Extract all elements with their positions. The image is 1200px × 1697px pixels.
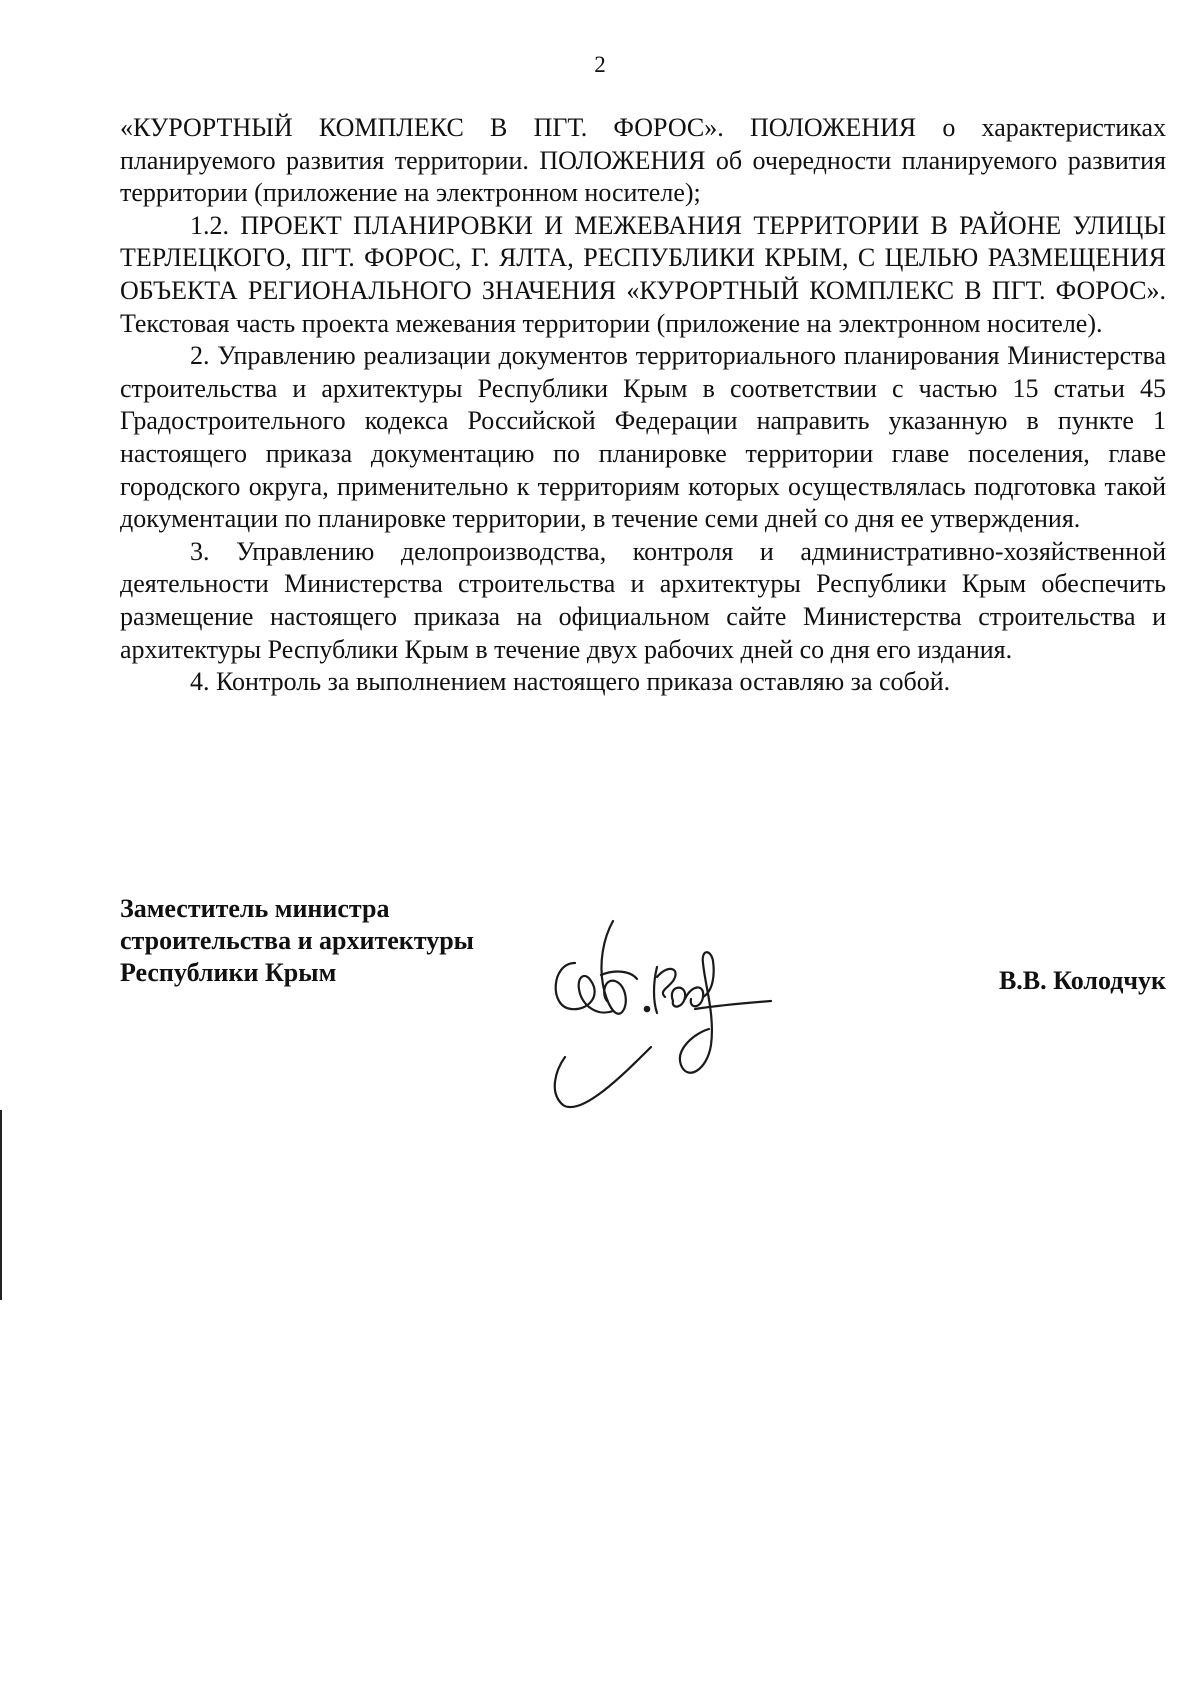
scan-edge-mark bbox=[0, 1110, 2, 1300]
signer-name: В.В. Колодчук bbox=[998, 966, 1166, 995]
paragraph-continuation: «КУРОРТНЫЙ КОМПЛЕКС В ПГТ. ФОРОС». ПОЛОЖЕНИЯ о характеристиках планируемого развития территории. ПОЛОЖЕНИЯ об очередности планируемого развития территории (приложение на электронном носителе); bbox=[120, 113, 1166, 208]
signer-title-line: строительства и архитектуры bbox=[120, 926, 474, 955]
paragraph-item-3: 3. Управлению делопроизводства, контроля и административно-хозяйственной деятельности Министерства строительства и архитектуры Республики Крым обеспечить размещение настоящего приказа на официальном сайте Министерства строительства и архитектуры Республики Крым в течение двух рабочих дней со дня его издания. bbox=[120, 536, 1166, 664]
handwritten-signature bbox=[545, 905, 785, 1110]
signer-title bbox=[120, 893, 474, 989]
paragraph-item-4: 4. Контроль за выполнением настоящего приказа оставляю за собой. bbox=[190, 667, 951, 697]
signer-title-line: Заместитель министра bbox=[120, 894, 390, 923]
document-body bbox=[120, 112, 1166, 699]
page-number: 2 bbox=[594, 52, 606, 77]
paragraph-item-2: 2. Управлению реализации документов территориального планирования Министерства строительства и архитектуры Республики Крым в соответствии с частью 15 статьи 45 Градостроительного кодекса Российской Федерации направить указанную в пункте 1 настоящего приказа документацию по планировке территории главе поселения, главе городского округа, применительно к территориям которых осуществлялась подготовка такой документации по планировке территории, в течение семи дней со дня ее утверждения. bbox=[120, 341, 1166, 534]
signer-title-line: Республики Крым bbox=[120, 958, 337, 987]
paragraph-item-1-2: 1.2. ПРОЕКТ ПЛАНИРОВКИ И МЕЖЕВАНИЯ ТЕРРИТОРИИ В РАЙОНЕ УЛИЦЫ ТЕРЛЕЦКОГО, ПГТ. ФОРОС, Г. ЯЛТА, РЕСПУБЛИКИ КРЫМ, С ЦЕЛЬЮ РАЗМЕЩЕНИЯ ОБЪЕКТА РЕГИОНАЛЬНОГО ЗНАЧЕНИЯ «КУРОРТНЫЙ КОМПЛЕКС В ПГТ. ФОРОС». Текстовая часть проекта межевания территории (приложение на электронном носителе). bbox=[120, 210, 1166, 338]
